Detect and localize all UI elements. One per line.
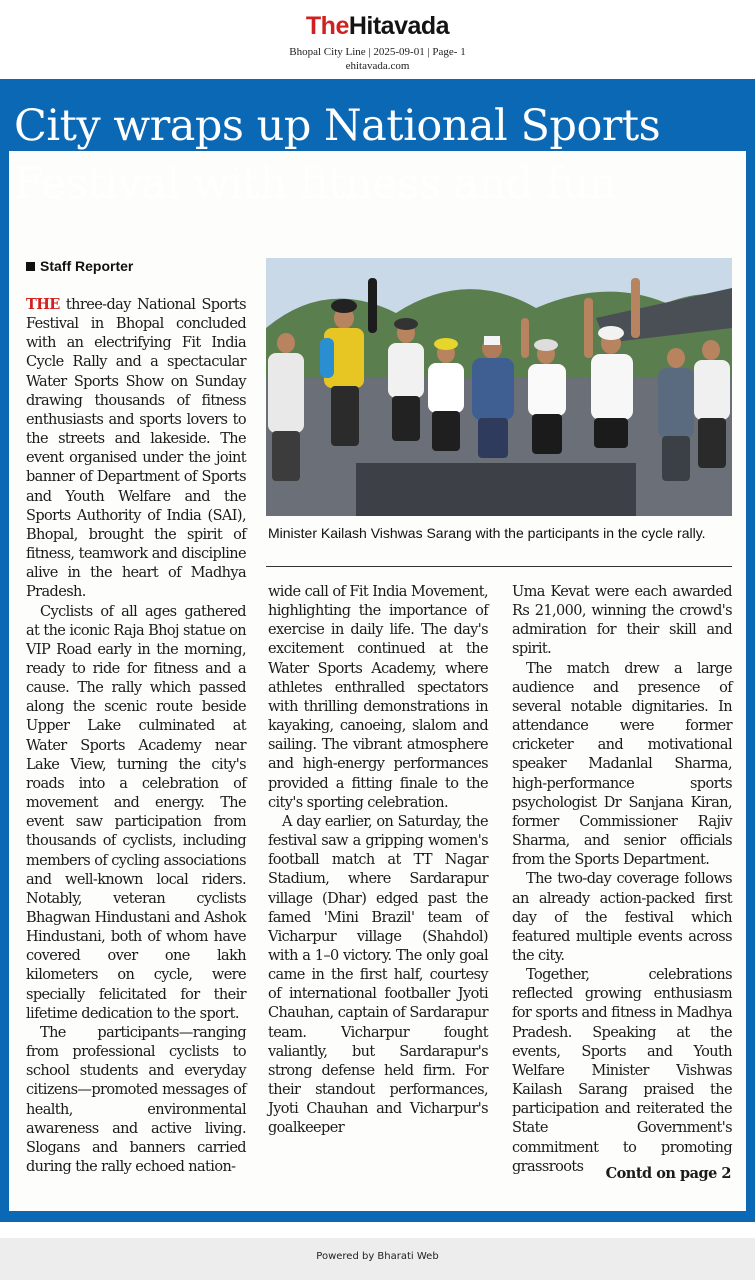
paragraph-9: Together, celebrations reflected growing enthusiasm for sports and fitness in Madhya Pradesh. Speaking at the events, Sports and Youth Welfare Minister Vishwas Kailash Sarang praised the participation and reiterated the State Government's commitment to promoting grassroots: [512, 967, 732, 1175]
article-column-1: [26, 295, 246, 1177]
paragraph-1-text: three-day National Sports Festival in Bhopal concluded with an electrifying Fit India Cycle Rally and a spectacular Water Sports Show on Sunday drawing thousands of fitness enthusiasts and sports lovers to the streets and lakeside. The event organised under the joint banner of Department of Sports and Youth Welfare and the Sports Authority of India (SAI), Bhopal, brought the spirit of fitness, teamwork and discipline alive in the heart of Madhya Pradesh.: [26, 297, 246, 601]
article-column-2: [268, 583, 488, 1139]
paragraph-2: Cyclists of all ages gathered at the iconic Raja Bhoj statue on VIP Road early in the morning, ready to ride for fitness and a cause. The rally which passed along the scenic route beside Upper Lake culminated at Water Sports Academy near Lake View, turning the city's roads into a celebration of movement and energy. The event saw participation from thousands of cyclists, including members of cycling associations and well-known local riders. Notably, veteran cyclists Bhagwan Hindustani and Ashok Hindustani, both of whom have covered over one lakh kilometers on cycle, were specially felicitated for their lifetime dedication to the sport.: [26, 603, 246, 1022]
lead-word: THE: [26, 296, 60, 313]
photo-caption: Minister Kailash Vishwas Sarang with the participants in the cycle rally.: [268, 525, 706, 541]
paragraph-1: [26, 295, 246, 603]
headline: [10, 86, 745, 232]
newspaper-logo[interactable]: [0, 12, 755, 41]
footer: [0, 1238, 755, 1280]
edition-info: Bhopal City Line | 2025-09-01 | Page- 1: [289, 46, 466, 58]
powered-by-link[interactable]: Powered by Bharati Web: [316, 1251, 439, 1262]
paragraph-8: The two-day coverage follows an already action-packed first day of the festival which featured multiple events across the city.: [512, 871, 732, 964]
byline-square-icon: [26, 262, 35, 271]
headline-line-2: Festival with fitness and fun: [14, 159, 616, 209]
site-link[interactable]: ehitavada.com: [345, 60, 410, 72]
continued-link[interactable]: Contd on page 2: [605, 1165, 731, 1182]
byline-text: Staff Reporter: [40, 258, 134, 274]
logo-the: The: [305, 12, 349, 40]
paragraph-4: wide call of Fit India Movement, highlighting the importance of exercise in daily life. The day's excitement continued at the Water Sports Academy, where athletes enthralled spectators with thrilling demonstrations in kayaking, canoeing, slalom and sailing. The vibrant atmosphere and high-energy performances provided a fitting finale to the city's sporting celebration.: [268, 584, 488, 811]
paragraph-7: The match drew a large audience and presence of several notable dignitaries. In attendance were former cricketer and motivational speaker Madanlal Sharma, high-performance sports psychologist Dr Sanjana Kiran, former Commissioner Rajiv Sharma, and senior officials from the Sports Department.: [512, 660, 732, 869]
article-column-3: [512, 583, 732, 1177]
cycle-rally-photo-illustration: [266, 258, 732, 516]
byline: [26, 258, 133, 274]
article-photo[interactable]: [266, 258, 732, 516]
caption-divider: [266, 566, 732, 567]
headline-line-1: City wraps up National Sports: [14, 101, 661, 151]
paragraph-3: The participants—ranging from professional cyclists to school students and everyday citizens—promoted messages of health, environmental awareness and active living. Slogans and banners carried during the rally echoed nation-: [26, 1024, 246, 1176]
logo-name: Hitavada: [348, 12, 450, 40]
paragraph-5: A day earlier, on Saturday, the festival saw a gripping women's football match at TT Nagar Stadium, where Sardarapur village (Dhar) edged past the famed 'Mini Brazil' team of Vicharpur village (Shahdol) with a 1–0 victory. The only goal came in the first half, courtesy of international footballer Jyoti Chauhan, captain of Sardarapur team. Vicharpur fought valiantly, but Sardarapur's strong defense held firm. For their standout performances, Jyoti Chauhan and Vicharpur's goalkeeper: [268, 813, 488, 1137]
paragraph-6: Uma Kevat were each awarded Rs 21,000, winning the crowd's admiration for their skill and spirit.: [512, 584, 732, 658]
masthead: [0, 0, 755, 78]
